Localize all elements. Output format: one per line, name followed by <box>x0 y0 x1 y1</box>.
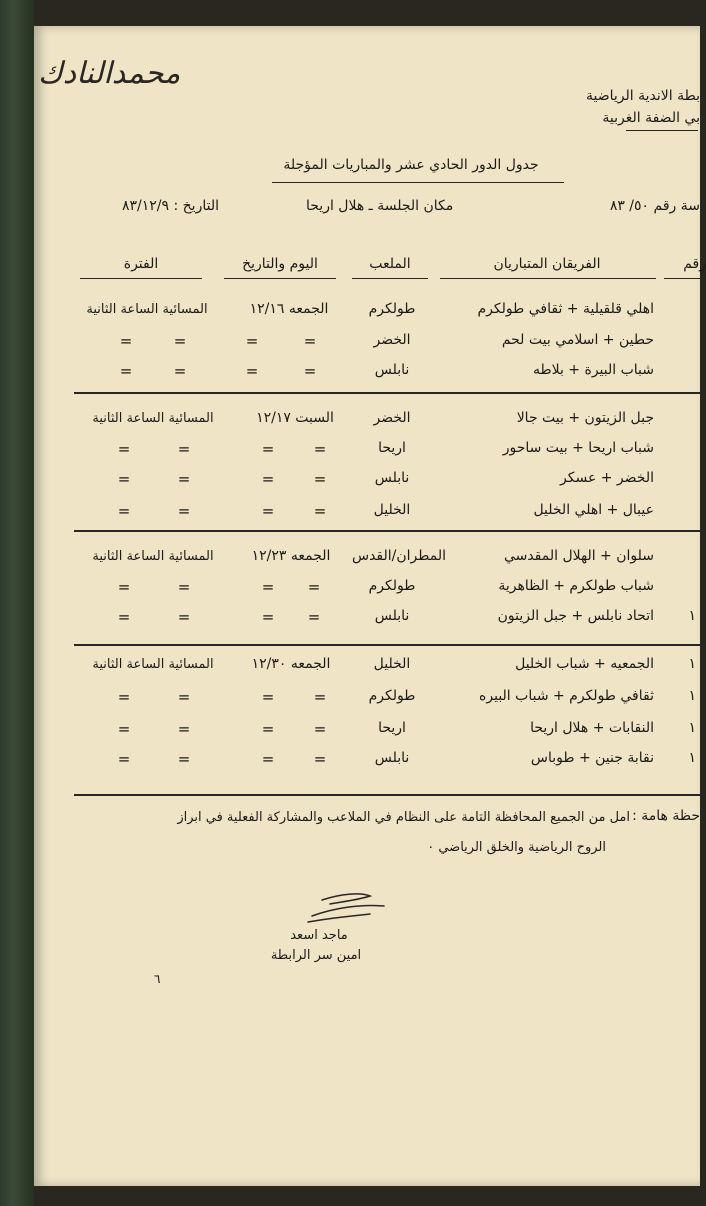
day-header-underline <box>224 278 336 279</box>
title-underline <box>272 182 564 183</box>
ditto-mark: = <box>177 608 191 626</box>
match-teams: ثقافي طولكرم + شباب البيره <box>479 688 654 704</box>
ditto-mark: = <box>117 440 131 458</box>
match-venue: نابلس <box>374 608 410 624</box>
book-binding <box>0 0 34 1206</box>
match-venue: الخضر <box>373 410 411 426</box>
group-separator <box>74 392 700 394</box>
ditto-mark: = <box>261 578 275 596</box>
ditto-mark: = <box>261 608 275 626</box>
ditto-mark: = <box>117 578 131 596</box>
match-venue: الخليل <box>373 656 411 672</box>
ditto-mark: = <box>261 720 275 738</box>
match-number: ١ <box>688 608 696 624</box>
ditto-mark: = <box>177 440 191 458</box>
note-line-2: الروح الرياضية والخلق الرياضي ٠ <box>427 840 606 855</box>
match-time: المسائية الساعة الثانية <box>92 657 214 672</box>
match-venue: اريحا <box>378 720 406 736</box>
session-place: مكان الجلسة ـ هلال اريحا <box>306 198 454 214</box>
page-title: جدول الدور الحادي عشر والمباريات المؤجلة <box>283 157 539 173</box>
ditto-mark: = <box>177 578 191 596</box>
ditto-mark: = <box>177 502 191 520</box>
match-teams: اهلي قلقيلية + ثقافي طولكرم <box>477 301 654 317</box>
ditto-mark: = <box>313 502 327 520</box>
ditto-mark: = <box>313 440 327 458</box>
ditto-mark: = <box>173 362 187 380</box>
group-separator <box>74 530 700 532</box>
match-venue: نابلس <box>374 470 410 486</box>
match-teams: اتحاد نابلس + جبل الزيتون <box>497 608 654 624</box>
document-page <box>34 26 706 1186</box>
signatory-title: امين سر الرابطة <box>270 948 362 963</box>
match-day-date: السبت ١٢/١٧ <box>256 410 334 426</box>
group-separator <box>74 794 700 796</box>
venue-header-underline <box>352 278 428 279</box>
ditto-mark: = <box>261 750 275 768</box>
col-header-num: رقم <box>683 256 706 272</box>
col-header-period: الفترة <box>123 256 159 272</box>
match-number: ١ <box>688 750 696 766</box>
ditto-mark: = <box>261 440 275 458</box>
signatory-name: ماجد اسعد <box>290 928 348 943</box>
match-venue: الخضر <box>373 332 411 348</box>
ditto-mark: = <box>173 332 187 350</box>
session-date: التاريخ : ٨٣/١٢/٩ <box>122 198 219 214</box>
group-separator <box>74 644 700 646</box>
ditto-mark: = <box>117 470 131 488</box>
note-label: حظة هامة : <box>632 808 700 824</box>
col-header-day-date: اليوم والتاريخ <box>242 256 318 272</box>
ditto-mark: = <box>117 750 131 768</box>
ditto-mark: = <box>307 578 321 596</box>
page-mark: ٦ <box>154 972 161 986</box>
match-venue: طولكرم <box>368 688 416 704</box>
ditto-mark: = <box>117 608 131 626</box>
match-teams: سلوان + الهلال المقدسي <box>503 548 654 564</box>
match-teams: جبل الزيتون + بيت جالا <box>516 410 654 426</box>
match-venue: اريحا <box>378 440 406 456</box>
note-line-1: امل من الجميع المحافظة التامة على النظام في الملاعب والمشاركة الفعلية في ابراز <box>177 810 630 825</box>
match-number: ١ <box>688 720 696 736</box>
match-day-date: الجمعه ١٢/١٦ <box>249 301 329 317</box>
match-day-date: الجمعه ١٢/٣٠ <box>251 656 331 672</box>
ditto-mark: = <box>313 688 327 706</box>
match-time: المسائية الساعة الثانية <box>92 411 214 426</box>
ditto-mark: = <box>177 720 191 738</box>
ditto-mark: = <box>245 362 259 380</box>
match-teams: الخضر + عسكر <box>560 470 654 486</box>
ditto-mark: = <box>307 608 321 626</box>
match-teams: الجمعيه + شباب الخليل <box>515 656 654 672</box>
handwritten-annotation: محمدالنادك <box>38 56 181 91</box>
match-teams: عيبال + اهلي الخليل <box>533 502 654 518</box>
col-header-teams: الفريقان المتباريان <box>493 256 601 272</box>
ditto-mark: = <box>261 688 275 706</box>
session-number: سة رقم ٥٠/ ٨٣ <box>609 198 700 214</box>
ditto-mark: = <box>313 470 327 488</box>
signature-scribble <box>300 886 400 928</box>
ditto-mark: = <box>245 332 259 350</box>
ditto-mark: = <box>117 688 131 706</box>
match-teams: شباب اريحا + بيت ساحور <box>502 440 654 456</box>
match-day-date: الجمعه ١٢/٢٣ <box>251 548 331 564</box>
match-time: المسائية الساعة الثانية <box>86 302 208 317</box>
match-venue: نابلس <box>374 750 410 766</box>
match-teams: شباب البيرة + بلاطه <box>532 362 654 378</box>
ditto-mark: = <box>119 332 133 350</box>
ditto-mark: = <box>177 750 191 768</box>
ditto-mark: = <box>313 720 327 738</box>
match-teams: حطين + اسلامي بيت لحم <box>501 332 654 348</box>
match-teams: شباب طولكرم + الظاهرية <box>498 578 654 594</box>
ditto-mark: = <box>303 332 317 350</box>
match-teams: نقابة جنين + طوباس <box>530 750 654 766</box>
match-time: المسائية الساعة الثانية <box>92 549 214 564</box>
match-venue: طولكرم <box>368 301 416 317</box>
org-name-line2: بي الضفة الغربية <box>602 110 700 126</box>
org-underline <box>626 130 698 131</box>
match-venue: الخليل <box>373 502 411 518</box>
match-venue: نابلس <box>374 362 410 378</box>
num-header-underline <box>664 278 700 279</box>
org-name-line1: بطة الاندية الرياضية <box>586 88 700 104</box>
col-header-venue: الملعب <box>369 256 411 272</box>
ditto-mark: = <box>261 470 275 488</box>
match-venue: طولكرم <box>368 578 416 594</box>
ditto-mark: = <box>117 502 131 520</box>
teams-header-underline <box>440 278 656 279</box>
ditto-mark: = <box>117 720 131 738</box>
ditto-mark: = <box>177 688 191 706</box>
match-teams: النقابات + هلال اريحا <box>530 720 654 736</box>
match-number: ١ <box>688 656 696 672</box>
ditto-mark: = <box>313 750 327 768</box>
period-header-underline <box>80 278 202 279</box>
ditto-mark: = <box>177 470 191 488</box>
ditto-mark: = <box>303 362 317 380</box>
match-venue: المطران/القدس <box>351 548 447 564</box>
match-number: ١ <box>688 688 696 704</box>
ditto-mark: = <box>261 502 275 520</box>
ditto-mark: = <box>119 362 133 380</box>
